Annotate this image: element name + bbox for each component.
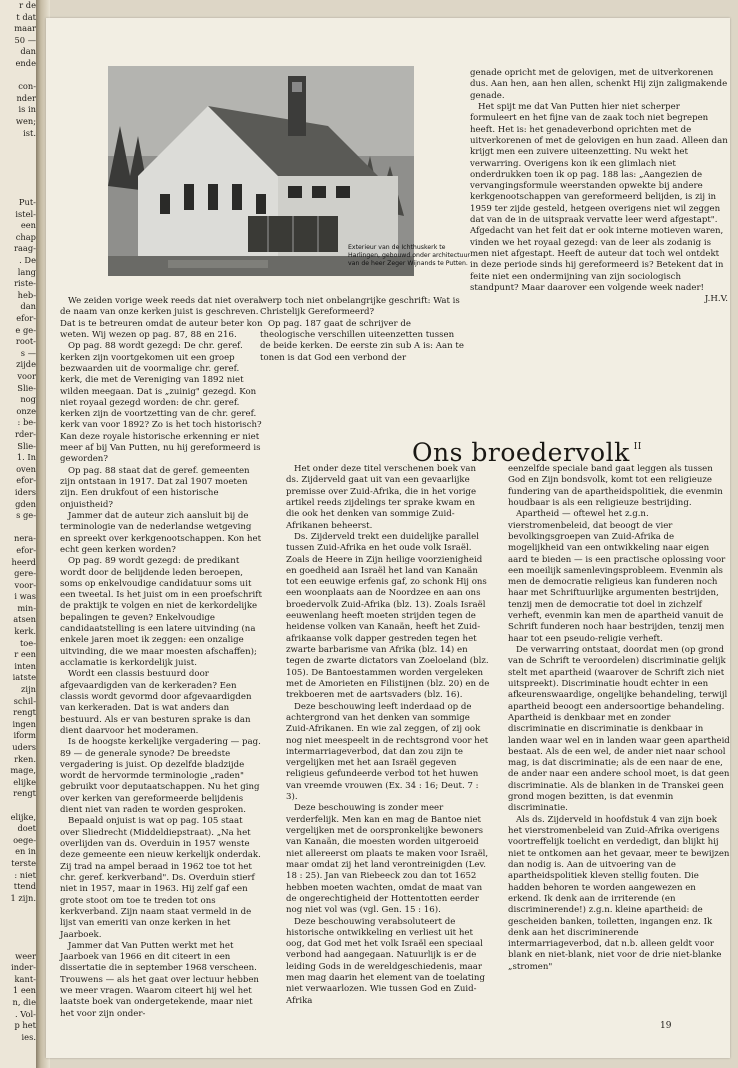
previous-page-line: heb- [17,289,36,300]
paragraph: Op pag. 187 gaat de schrijver de theologische verschillen uiteenzetten tussen de beide kerken. De eerste zin sub A is: Aan te tonen is dat God een verbond der [260,318,464,363]
previous-page-line: s ge- [16,510,36,521]
page-number: 19 [660,1021,672,1031]
previous-page-line: dan [20,46,36,57]
previous-page-line: voor- [14,579,36,590]
paragraph: Op pag. 88 staat dat de geref. gemeenten zijn ontstaan in 1917. Dat zal 1907 moeten zijn. Een drukfout of een historische onjuistheid? [60,465,250,510]
paragraph: Deze beschouwing leeft inderdaad op de achtergrond van het denken van sommige Zuid-Afrikanen. En wie zal zeggen, of zij ook nog niet meespeelt in de rechtsgrond voor het intermarriageverbod, dat dan zou zijn te vergelijken met het aan Israël gegeven religieus gefundeerde verbod tot het huwen van vreemde vrouwen (Ex. 34 : 16; Deut. 7 : 3). [286,701,489,803]
article-title [412,438,642,467]
previous-page-line: t dat [16,11,36,22]
previous-page-line: elijke [13,776,36,787]
author-signature: J.H.V. [704,294,728,305]
column-3 [470,68,728,306]
previous-page-line: istel- [15,208,36,219]
paragraph: Het onder deze titel verschenen boek van ds. Zijderveld gaat uit van een gevaarlijke premisse over Zuid-Afrika, die in het vorige artikel reeds zijdelings ter sprake kwam en die ook het denken van sommige Zuid-Afrikanen beheerst. [286,464,477,531]
previous-page-line: voor [17,371,36,381]
previous-page-line: nera- [14,533,36,544]
previous-page-line: kerk. [14,626,36,637]
previous-page-line: zijde [16,359,36,370]
previous-page-line: oven [16,463,36,474]
previous-page-line [0,174,36,186]
previous-page-line [0,800,36,812]
previous-page-line: r een [14,649,36,660]
previous-page-line: iders [14,486,36,497]
previous-page-line: Slie- [17,382,36,393]
previous-page-line: 50 — [14,34,36,45]
previous-page-line [0,939,36,951]
previous-page-line: i was [14,591,36,602]
previous-page-line: efor- [16,544,36,555]
paragraph: Het spijt me dat Van Putten hier niet scherper formuleert en het fijne van de zaak toch niet begrepen heeft. Het is: het genadeverbond oprichten met de uitverkorenen of met de gelovigen en hun zaad. Alleen dan krijgt men een zuivere uiteenzetting. Nu wekt het verwarring. Overigens kon ik een glimlach niet onderdrukken toen ik op pag. 188 las: „Aangezien de vervangingsformule weerstanden opwekte bij andere kerkgenootschappen van gereformeerd belijden, is zij in 1959 ter zijde gesteld, hetgeen overigens niet wil zeggen dat van de in de uitspraak vervatte leer werd afgestapt". Afgedacht van het feit dat er ook interne motieven waren, vinden we het royaal gezegd: van de leer als zodanig is men niet afgestapt. Heeft de auteur dat toch wel ontdekt in deze periode sinds hij gereformeerd is? Betekent dat in feite niet een ondermijning van zijn sociologisch standpunt? Maar daarover een volgende week nader! [470,101,728,293]
column-4 [286,464,491,1007]
paragraph: Is de hoogste kerkelijke vergadering — pag. 89 — de generale synode? De breedste vergadering is juist. Op dezelfde bladzijde wordt de hervormde terminologie „raden" gebruikt voor deputaatschappen. Nu het ging over kerken van gereformeerde belijdenis dient niet van raden te worden gesproken. [60,737,261,816]
paragraph: eenzelfde speciale band gaat leggen als tussen God en Zijn bondsvolk, komt tot een religieuze fundering van de apartheidspolitiek, die evenmin houdbaar is als een religieuze bestrijding. [508,464,723,508]
previous-page-line: oege- [13,834,36,845]
previous-page-line: rengt [13,707,36,718]
previous-page-line: riste- [14,278,36,289]
paragraph: Op pag. 88 wordt gezegd: De chr. geref. kerken zijn voortgekomen uit een groep bezwaarden uit de voormalige chr. geref. kerk, die met de Vereniging van 1892 niet wilden meegaan. Dat is „zuinig" gezegd. Kon niet royaal gezegd worden: de chr. geref. kerken zijn de voortzetting van de chr. geref. kerk van voor 1892? Zo is het toch historisch? Kan deze royale historische erkenning er niet meer af bij Van Putten, nu hij gereformeerd is geworden? [60,341,262,465]
previous-page-line [0,139,36,151]
column-5 [508,464,730,973]
paragraph: We zeiden vorige week reeds dat niet overal de naam van onze kerken juist is geschreven. Dat is te betreuren omdat de auteur beter kon weten. Wij wezen op pag. 87, 88 en 216. [60,296,263,340]
column-1 [60,296,264,1020]
paragraph: Wordt een classis bestuurd door afgevaardigden van de kerkeraden? Een classis wordt gevormd door afgevaardigden van kerkeraden. Dat is wat anders dan bestuurd. Als er van besturen sprake is dan dient daarvoor het moderamen. [60,669,252,736]
previous-page-line: 1 zijn. [10,892,36,903]
previous-page-line [0,70,36,82]
paragraph: Deze beschouwing verabsoluteert de historische ontwikkeling en verliest uit het oog, dat God met het volk Israël een speciaal verbond had aangegaan. Natuurlijk is er de leiding Gods in de wereldgeschiedenis, maar men mag daarin het element van de toelating niet verwaarlozen. Wie tussen God en Zuid-Afrika [286,916,485,1006]
previous-page-line: raag- [14,243,36,254]
previous-page-line: ies. [21,1031,36,1042]
previous-page-line: efor- [16,475,36,486]
previous-page-line: ttend [13,881,36,892]
previous-page-line: 1. In [16,452,36,463]
previous-page-line: chap [15,231,36,242]
previous-page-line: iatste [12,672,36,683]
previous-page-line: schil- [13,695,36,706]
paragraph: Bepaald onjuist is wat op pag. 105 staat over Sliedrecht (Middeldiepstraat). „Na het overlijden van ds. Overduin in 1957 wenste deze gemeente een nieuw kerkelijk onderdak. Zij trad na ampel beraad in 1962 toe tot het chr. geref. kerkverband". Ds. Overduin stierf niet in 1957, maar in 1963. Hij zelf gaf een grote stoot om toe te treden tot ons kerkverband. Zijn naam staat vermeld in de lijst van emeriti van onze kerken in het Jaarboek. [60,816,261,940]
previous-page-line: ende [15,57,36,68]
previous-page-line: doet [17,823,36,834]
previous-page-line: gden [15,498,36,509]
previous-page-line: : be- [17,417,36,428]
previous-page-line [0,151,36,163]
paragraph: Jammer dat de auteur zich aansluit bij de terminologie van de nederlandse wetgeving en spreekt over kerkgenootschappen. Kon het echt geen kerken worden? [60,510,262,555]
previous-page-line: mage, [10,765,36,776]
previous-page-line: wen; [15,115,36,126]
paragraph: Ds. Zijderveld trekt een duidelijke parallel tussen Zuid-Afrika en het oude volk Israël. Zoals de Heere in Zijn heilige voorzienigheid en goedheid aan Israël het land van Kanaän tot een eeuwige erfenis gaf, zo schonk Hij ons een woonplaats aan de Noordzee en aan ons broedervolk Zuid-Afrika (blz. 13). Zoals Israël eeuwenlang heeft moeten strijden tegen de heidense volken van Kanaän, heeft het Zuid-afrikaanse volk dapper gestreden tegen het zwarte barbarisme van Afrika (blz. 14) en tegen de zwarte dictators van Zoeloeland (blz. 105). De Bantoestammen worden vergeleken met de Amorieten en Filistijnen (blz. 20) en de trekboeren met de aartsvaders (blz. 16). [286,531,490,701]
previous-page-line [0,522,36,534]
column-2 [260,296,466,364]
paragraph: genade opricht met de gelovigen, met de uitverkorenen dus. Aan hen, aan hen allen, schenkt Hij zijn zaligmakende genade. [470,68,728,101]
previous-page-line: toe- [19,637,36,648]
previous-page-line: inder- [11,962,36,973]
previous-page-line: kant- [14,973,36,984]
previous-page-line: onze [16,405,36,416]
previous-page-line [0,904,36,916]
previous-page-line: 1 een [12,985,36,996]
previous-page-line: n, die [12,997,36,1008]
paragraph: Apartheid — oftewel het z.g.n. vierstromenbeleid, dat beoogt de vier bevolkingsgroepen van Zuid-Afrika de mogelijkheid van een ontwikkeling naar eigen aard te bieden — is een practische oplossing voor een moeilijk samenlevingsprobleem. Evenmin als men de democratie religieus kan funderen noch haar met Schriftuurlijke argumenten bestrijden, tenzij men de democratie tot doel in zichzelf verheft, evenmin kan men de apartheid vanuit de Schrift funderen noch haar bestrijden, tenzij men haar tot een pseudo-religie verheft. [508,509,726,644]
previous-page-line: en in [15,846,36,857]
previous-page-line: heerd [11,556,36,567]
magazine-page [46,18,730,1058]
previous-page-line [0,928,36,940]
previous-page-line: lang [17,266,36,277]
previous-page-line: een [20,220,36,231]
previous-page-line [0,916,36,928]
previous-page-line [0,162,36,174]
previous-page-line: elijke, [10,811,36,822]
previous-page-line: con- [18,81,36,92]
previous-page-line: s — [20,347,36,358]
previous-page-line: : niet [14,869,36,880]
previous-page-line: zijn [21,684,36,695]
previous-page-line: e ge- [15,324,36,335]
paragraph: Als ds. Zijderveld in hoofdstuk 4 van zijn boek het vierstromenbeleid van Zuid-Afrika overigens voortreffelijk toelicht en verdedigt, dan blijkt hij niet te ontkomen aan het gevaar, meer te bewijzen dan nodig is. Aan de uitvoering van de apartheidspolitiek kleven stellig fouten. Die hadden behoren te worden aangewezen en erkend. Ik denk aan de irriterende (en discriminerende!) z.g.n. kleine apartheid: de gescheiden banken, toiletten, ingangen enz. Ik denk aan het discriminerende intermarriageverbod, dat n.b. alleen geldt voor blank en niet-blank, niet voor de drie niet-blanke „stromen" [508,814,730,972]
previous-page-edge [0,0,40,1068]
previous-page-text-fragments [0,0,36,1043]
previous-page-line: terste [11,857,36,868]
paragraph: De verwarring ontstaat, doordat men (op grond van de Schrift te veroordelen) discriminatie gelijk stelt met apartheid (waarover de Schrift zich niet uitspreekt). Discriminatie houdt echter in een afkeurenswaardige, ongelijke behandeling, terwijl apartheid beoogt een andersoortige behandeling. Apartheid is denkbaar met en zonder discriminatie en discriminatie is denkbaar in landen waar wel en in landen waar geen apartheid bestaat. Als de een wel, de ander niet naar school mag, is dat discriminatie; als de een naar de ene, de ander naar een andere school moet, is dat geen discriminatie. Als de blanken in de Transkei geen grond mogen bezitten, is dat evenmin discriminatie. [508,645,730,814]
previous-page-line: weer [15,950,36,961]
previous-page-line [0,186,36,198]
previous-page-line: gere- [14,568,36,579]
previous-page-line: rengt [13,788,36,799]
paragraph: Op pag. 89 wordt gezegd: de predikant wordt door de belijdende leden beroepen, soms op enkelvoudige candidatuur soms uit een tweetal. Is het juist om in een proefschrift de praktijk te volgen en niet de kerkordelijke bepalingen te geven? Enkelvoudige candidaatstelling is een latere uitvinding (na enkele jaren moet ik zeggen: een onzalige uitvinding, die we maar moesten afschaffen); acclamatie is kerkordelijk juist. [60,556,262,668]
previous-page-line: rder- [15,428,36,439]
paragraph: werp toch niet onbelangrijke geschrift: Wat is Christelijk Gereformeerd? [260,296,460,318]
previous-page-line: atsen [13,614,36,625]
previous-page-line: ingen [12,718,36,729]
photo-caption: Exterieur van de Ichthuskerk te Harlingen, gebouwd onder architectuur van de heer Zeger Wijnands te Putten. [348,244,470,267]
previous-page-line: . Vol- [15,1008,36,1019]
previous-page-line: . De [19,255,36,266]
previous-page-line: maar [14,23,36,34]
paragraph: Deze beschouwing is zonder meer verderfelijk. Men kan en mag de Bantoe niet vergelijken met de oorspronkelijke bewoners van Kanaän, die moesten worden uitgeroeid niet allereerst om plaats te maken voor Israël, maar omdat zij het land verontreinigden (Lev. 18 : 25). Jan van Riebeeck zou dan tot 1652 hebben moeten wachten, omdat de maat van de ongerechtigheid der Hottentotten eerder nog niet vol was (vgl. Gen. 15 : 16). [286,803,489,916]
previous-page-line: efor- [16,313,36,324]
previous-page-line: root- [15,336,36,347]
previous-page-line: min- [17,602,36,613]
previous-page-line: r de [19,0,36,10]
previous-page-line: p het [14,1020,36,1031]
previous-page-line: ist. [23,127,36,138]
article-part-number: II [633,442,642,452]
previous-page-line: inten [14,660,36,671]
previous-page-line: is in [18,104,36,115]
previous-page-line: dan [20,301,36,312]
previous-page-line: uders [12,742,36,752]
paragraph: Jammer dat Van Putten werkt met het Jaarboek van 1966 en dit citeert in een dissertatie die in september 1968 verscheen. Trouwens — als het gaat over lectuur hebben we meer vragen. Waarom citeert hij wel het laatste boek van ondergetekende, maar niet het voor zijn onder- [60,940,259,1019]
previous-page-line: nog [20,394,36,405]
previous-page-line: rken. [14,753,36,764]
previous-page-line: Put- [18,197,36,208]
article-title-text: Ons broedervolk [412,438,630,467]
previous-page-line: nder [16,92,36,103]
previous-page-line: iform [13,730,36,741]
previous-page-line: Slie- [17,440,36,451]
